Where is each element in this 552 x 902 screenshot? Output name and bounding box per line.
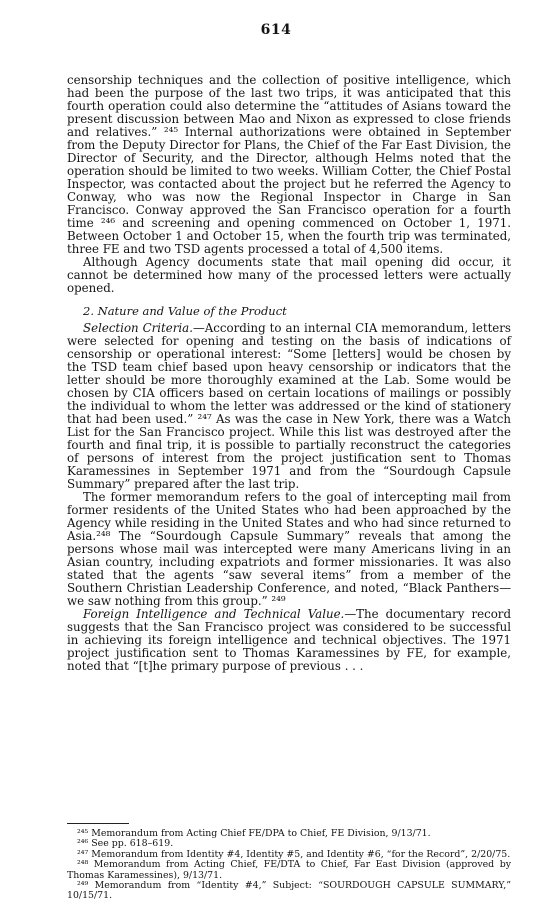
footnotes	[67, 829, 511, 902]
paragraph-former-memorandum: The former memorandum refers to the goal of intercepting mail from former residents of the United States who had been approached by the Agency while residing in the United States and who had since returned to Asia.²⁴⁸ The “Sourdough Capsule Summary” reveals that among the persons whose mail was intercepted were many Americans living in an Asian country, including expatriots and former missionaries. It was also stated that the agents “saw several items” from a member of the Southern Christian Leadership Conference, and noted, “Black Panthers—we saw nothing from this group.” ²⁴⁹	[67, 490, 511, 608]
footnote-248: ²⁴⁸ Memorandum from Acting Chief, FE/DTA to Chief, Far East Division (approved by Thomas Karamessines), 9/13/71.	[67, 859, 511, 881]
footnote-249: ²⁴⁹ Memorandum from “Identity #4,” Subject: “SOURDOUGH CAPSULE SUMMARY,” 10/15/71.	[67, 880, 511, 902]
footnote-246: ²⁴⁶ See pp. 618–619.	[77, 838, 174, 850]
foreign-intelligence-text: —The documentary record suggests that the San Francisco project was considered to be successful in achieving its foreign intelligence and technical objectives. The 1971 project justification sent to Thomas Karamessines by FE, for example, noted that “[t]he primary purpose of previous . . .	[67, 607, 511, 673]
subheading-foreign-intelligence: Foreign Intelligence and Technical Value.	[83, 607, 345, 621]
paragraph-selection-criteria	[67, 322, 511, 491]
subheading-selection-criteria: Selection Criteria.	[83, 321, 193, 335]
footnote-245: ²⁴⁵ Memorandum from Acting Chief FE/DPA to Chief, FE Division, 9/13/71.	[77, 828, 431, 839]
paragraph-mail-opening: Although Agency documents state that mail opening did occur, it cannot be determined how many of the processed letters were actually opened.	[67, 255, 511, 295]
page-number: 614	[260, 22, 292, 38]
paragraph-censorship: censorship techniques and the collection of positive intelligence, which had been the purpose of the last two trips, it was anticipated that this fourth operation could also determine the “attitudes of Asians toward the present discussion between Mao and Nixon as expressed to close friends and relatives.” ²⁴⁵ Internal authorizations were obtained in September from the Deputy Director for Plans, the Chief of the Far East Division, the Director of Security, and the Director, although Helms noted that the operation should be limited to two weeks. William Cotter, the Chief Postal Inspector, was contacted about the project but he referred the Agency to Conway, who was now the Regional Inspector in Charge in San Francisco. Conway approved the San Francisco operation for a fourth time ²⁴⁶ and screening and opening commenced on October 1, 1971. Between October 1 and October 15, when the fourth trip was terminated, three FE and two TSD agents processed a total of 4,500 items.	[67, 73, 511, 256]
footnote-divider	[67, 823, 129, 824]
body-text	[67, 74, 511, 673]
section-heading: 2. Nature and Value of the Product	[83, 304, 287, 318]
paragraph-foreign-intelligence	[67, 608, 511, 673]
selection-criteria-text: —According to an internal CIA memorandum, letters were selected for opening and testing on the basis of indications of censorship or operational interest: “Some [letters] would be chosen by the TSD team chief based upon heavy censorship or indicators that the letter should be more thoroughly examined at the Lab. Some would be chosen by CIA officers based on certain locations of mailings or possibly the individual to whom the letter was addressed or the kind of stationery that had been used.” ²⁴⁷ As was the case in New York, there was a Watch List for the San Francisco project. While this list was destroyed after the fourth and final trip, it is possible to partially reconstruct the categories of persons of interest from the project justification sent to Thomas Karamessines in September 1971 and from the “Sourdough Capsule Summary” prepared after the last trip.	[67, 321, 511, 491]
footnote-247: ²⁴⁷ Memorandum from Identity #4, Identity #5, and Identity #6, “for the Record”, 2/20/75.	[77, 848, 511, 860]
